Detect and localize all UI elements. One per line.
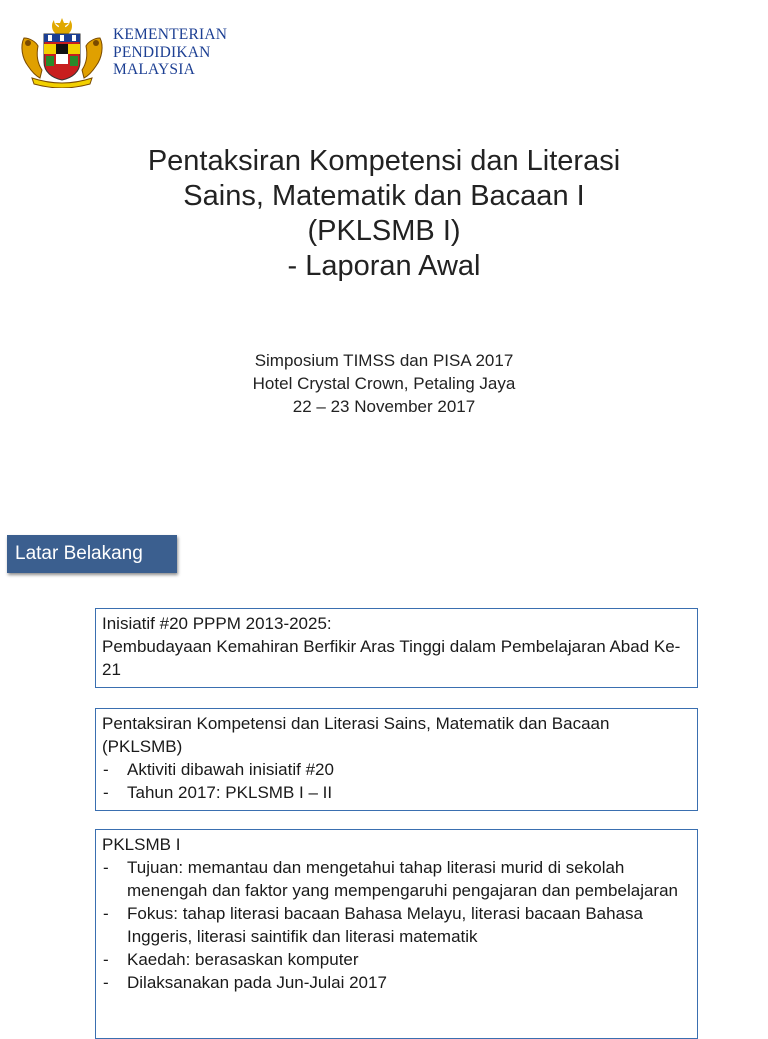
coat-of-arms-logo	[18, 16, 106, 88]
list-item: - Fokus: tahap literasi bacaan Bahasa Melayu, literasi bacaan Bahasa Inggeris, literasi saintifik dan literasi matematik	[102, 902, 691, 948]
title-line-1: Pentaksiran Kompetensi dan Literasi	[147, 145, 621, 177]
title-line-2: Sains, Matematik dan Bacaan I	[183, 180, 585, 212]
ministry-name	[113, 26, 227, 79]
list-item: - Kaedah: berasaskan komputer	[102, 948, 691, 971]
pklsmb-i-list	[102, 856, 691, 994]
list-item: - Tahun 2017: PKLSMB I – II	[102, 781, 691, 804]
event-date: 22 – 23 November 2017	[292, 397, 476, 416]
list-item: - Tujuan: memantau dan mengetahui tahap literasi murid di sekolah menengah dan faktor yang mempengaruhi pengajaran dan pembelajaran	[102, 856, 691, 902]
page-title	[0, 144, 768, 284]
ministry-name-line-1: KEMENTERIAN	[113, 26, 228, 43]
event-venue: Hotel Crystal Crown, Petaling Jaya	[252, 374, 516, 393]
ministry-name-line-2: PENDIDIKAN	[113, 43, 211, 61]
section-label-latar-belakang: Latar Belakang	[7, 535, 177, 573]
pklsmb-heading: Pentaksiran Kompetensi dan Literasi Sains, Matematik dan Bacaan (PKLSMB)	[102, 714, 610, 756]
title-line-4: - Laporan Awal	[287, 250, 481, 282]
pklsmb-list	[102, 758, 691, 804]
pklsmb-i-box	[95, 829, 698, 1039]
pklsmb-i-heading: PKLSMB I	[102, 835, 181, 854]
initiative-box	[95, 608, 698, 688]
event-details	[0, 349, 768, 418]
ministry-name-line-3: MALAYSIA	[113, 61, 195, 78]
list-item: - Aktiviti dibawah inisiatif #20	[102, 758, 691, 781]
pklsmb-box	[95, 708, 698, 811]
event-name: Simposium TIMSS dan PISA 2017	[254, 351, 514, 370]
title-line-3: (PKLSMB I)	[307, 215, 461, 247]
list-item: - Dilaksanakan pada Jun-Julai 2017	[102, 971, 691, 994]
initiative-title: Inisiatif #20 PPPM 2013-2025:	[102, 614, 332, 633]
initiative-description: Pembudayaan Kemahiran Berfikir Aras Tinggi dalam Pembelajaran Abad Ke-21	[102, 637, 681, 679]
